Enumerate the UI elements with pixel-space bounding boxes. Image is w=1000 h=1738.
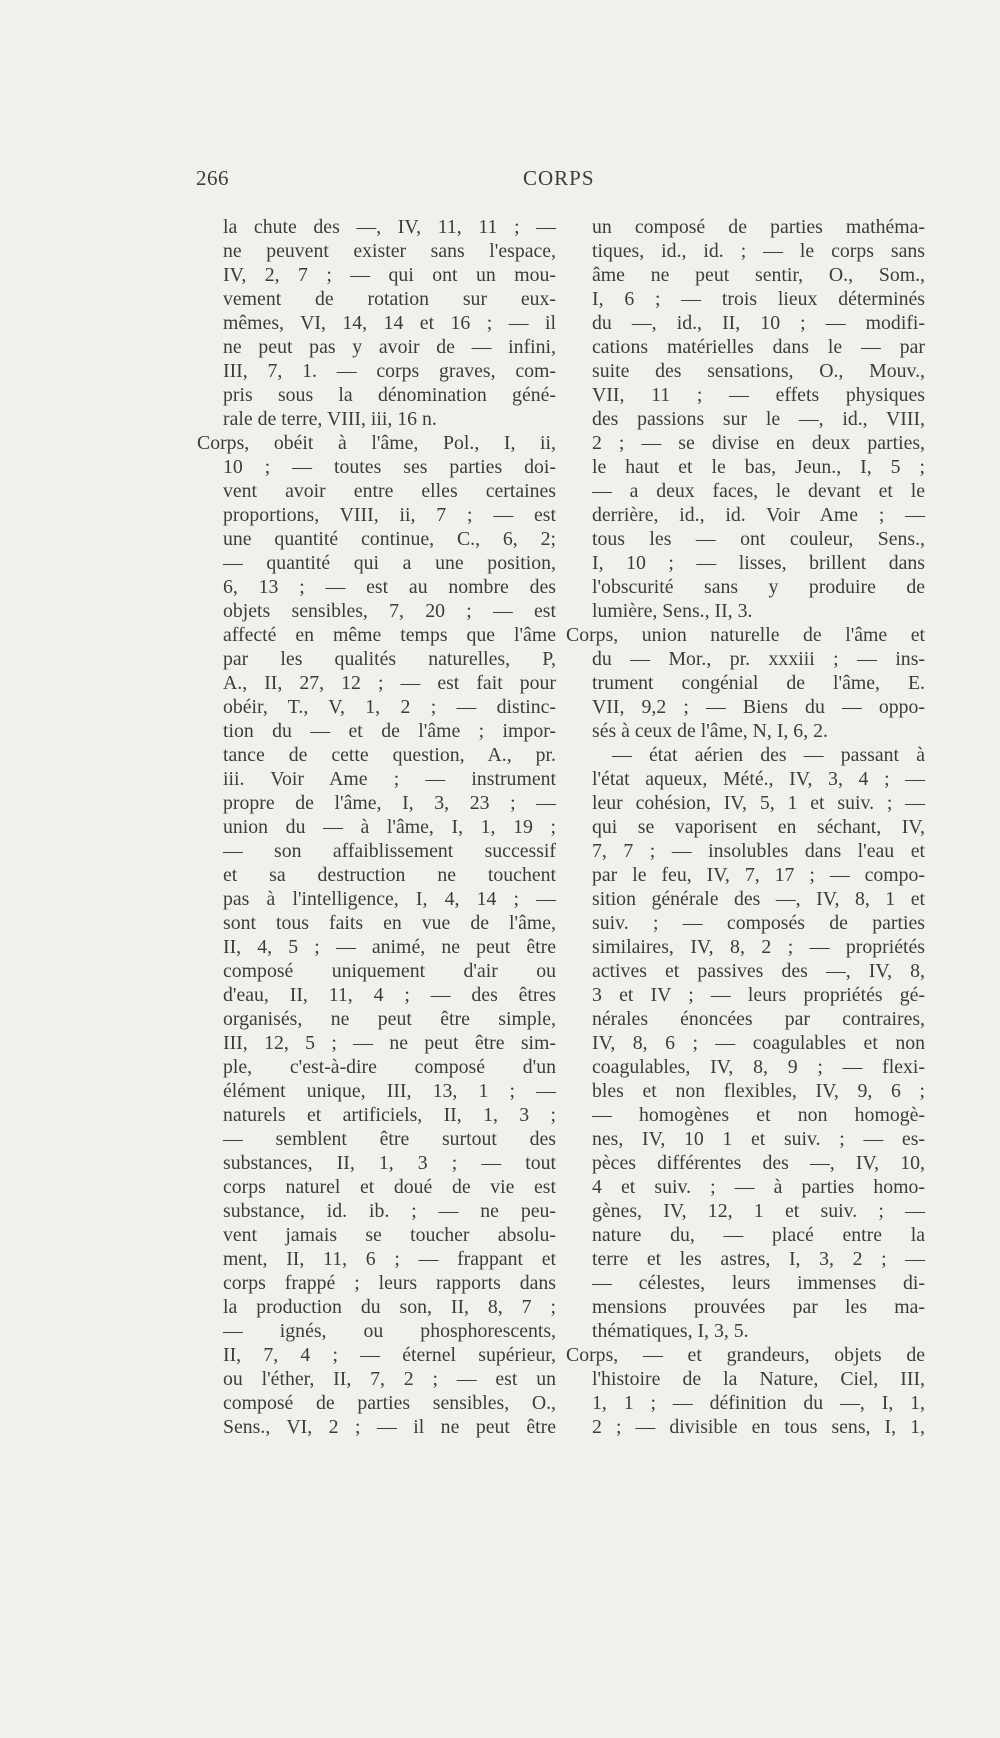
text-line: — célestes, leurs immenses di- bbox=[592, 1272, 925, 1294]
text-line: proportions, VIII, ii, 7 ; — est bbox=[223, 504, 556, 526]
text-line: trument congénial de l'âme, E. bbox=[592, 672, 925, 694]
text-line: un composé de parties mathéma- bbox=[592, 216, 925, 238]
text-line: sition générale des —, IV, 8, 1 et bbox=[592, 888, 925, 910]
text-line: cations matérielles dans le — par bbox=[592, 336, 925, 358]
text-line: rale de terre, VIII, iii, 16 n. bbox=[223, 408, 437, 430]
text-line: pris sous la dénomination géné- bbox=[223, 384, 556, 406]
text-line: la chute des —, IV, 11, 11 ; — bbox=[223, 216, 556, 238]
text-line: une quantité continue, C., 6, 2; bbox=[223, 528, 556, 550]
text-line: nérales énoncées par contraires, bbox=[592, 1008, 925, 1030]
text-line: 7, 7 ; — insolubles dans l'eau et bbox=[592, 840, 925, 862]
text-line: ne peuvent exister sans l'espace, bbox=[223, 240, 556, 262]
text-line: A., II, 27, 12 ; — est fait pour bbox=[223, 672, 556, 694]
text-line: et sa destruction ne touchent bbox=[223, 864, 556, 886]
text-line: VII, 9,2 ; — Biens du — oppo- bbox=[592, 696, 925, 718]
text-line: bles et non flexibles, IV, 9, 6 ; bbox=[592, 1080, 925, 1102]
text-line: corps naturel et doué de vie est bbox=[223, 1176, 556, 1198]
text-line: vement de rotation sur eux- bbox=[223, 288, 556, 310]
text-line: II, 7, 4 ; — éternel supérieur, bbox=[223, 1344, 556, 1366]
text-line: — son affaiblissement successif bbox=[223, 840, 556, 862]
text-line: IV, 2, 7 ; — qui ont un mou- bbox=[223, 264, 556, 286]
text-line: VII, 11 ; — effets physiques bbox=[592, 384, 925, 406]
text-line: mensions prouvées par les ma- bbox=[592, 1296, 925, 1318]
text-line: coagulables, IV, 8, 9 ; — flexi- bbox=[592, 1056, 925, 1078]
text-line: I, 6 ; — trois lieux déterminés bbox=[592, 288, 925, 310]
text-line: ou l'éther, II, 7, 2 ; — est un bbox=[223, 1368, 556, 1390]
text-line: âme ne peut sentir, O., Som., bbox=[592, 264, 925, 286]
text-line: 2 ; — divisible en tous sens, I, 1, bbox=[592, 1416, 925, 1438]
text-line: l'histoire de la Nature, Ciel, III, bbox=[592, 1368, 925, 1390]
text-line: suiv. ; — composés de parties bbox=[592, 912, 925, 934]
text-line: IV, 8, 6 ; — coagulables et non bbox=[592, 1032, 925, 1054]
text-line: composé uniquement d'air ou bbox=[223, 960, 556, 982]
text-line: élément unique, III, 13, 1 ; — bbox=[223, 1080, 556, 1102]
text-line: Sens., VI, 2 ; — il ne peut être bbox=[223, 1416, 556, 1438]
text-line: 4 et suiv. ; — à parties homo- bbox=[592, 1176, 925, 1198]
text-line: qui se vaporisent en séchant, IV, bbox=[592, 816, 925, 838]
text-line: — ignés, ou phosphorescents, bbox=[223, 1320, 556, 1342]
text-line: naturels et artificiels, II, 1, 3 ; bbox=[223, 1104, 556, 1126]
text-line: 1, 1 ; — définition du —, I, 1, bbox=[592, 1392, 925, 1414]
text-line: — homogènes et non homogè- bbox=[592, 1104, 925, 1126]
text-line: pèces différentes des —, IV, 10, bbox=[592, 1152, 925, 1174]
text-line: gènes, IV, 12, 1 et suiv. ; — bbox=[592, 1200, 925, 1222]
text-line: — semblent être surtout des bbox=[223, 1128, 556, 1150]
text-line: le haut et le bas, Jeun., I, 5 ; bbox=[592, 456, 925, 478]
text-line: nes, IV, 10 1 et suiv. ; — es- bbox=[592, 1128, 925, 1150]
text-line: thématiques, I, 3, 5. bbox=[592, 1320, 749, 1342]
text-line: composé de parties sensibles, O., bbox=[223, 1392, 556, 1414]
text-line: sont tous faits en vue de l'âme, bbox=[223, 912, 556, 934]
text-line: organisés, ne peut être simple, bbox=[223, 1008, 556, 1030]
text-line: d'eau, II, 11, 4 ; — des êtres bbox=[223, 984, 556, 1006]
text-line: iii. Voir Ame ; — instrument bbox=[223, 768, 556, 790]
text-line: — état aérien des — passant à bbox=[612, 744, 925, 766]
text-line: 6, 13 ; — est au nombre des bbox=[223, 576, 556, 598]
text-line: leur cohésion, IV, 5, 1 et suiv. ; — bbox=[592, 792, 925, 814]
text-line: I, 10 ; — lisses, brillent dans bbox=[592, 552, 925, 574]
text-line: du — Mor., pr. xxxiii ; — ins- bbox=[592, 648, 925, 670]
text-line: la production du son, II, 8, 7 ; bbox=[223, 1296, 556, 1318]
text-line: ple, c'est-à-dire composé d'un bbox=[223, 1056, 556, 1078]
text-line: tion du — et de l'âme ; impor- bbox=[223, 720, 556, 742]
text-line: similaires, IV, 8, 2 ; — propriétés bbox=[592, 936, 925, 958]
index-column-left bbox=[197, 215, 556, 1439]
text-line: tous les — ont couleur, Sens., bbox=[592, 528, 925, 550]
text-line: derrière, id., id. Voir Ame ; — bbox=[592, 504, 925, 526]
entry-heading-line: Corps, union naturelle de l'âme et bbox=[566, 624, 925, 646]
text-line: sés à ceux de l'âme, N, I, 6, 2. bbox=[592, 720, 828, 742]
text-line: mêmes, VI, 14, 14 et 16 ; — il bbox=[223, 312, 556, 334]
text-line: nature du, — placé entre la bbox=[592, 1224, 925, 1246]
text-line: pas à l'intelligence, I, 4, 14 ; — bbox=[223, 888, 556, 910]
text-line: des passions sur le —, id., VIII, bbox=[592, 408, 925, 430]
text-line: par le feu, IV, 7, 17 ; — compo- bbox=[592, 864, 925, 886]
entry-heading-line: Corps, — et grandeurs, objets de bbox=[566, 1344, 925, 1366]
text-line: III, 7, 1. — corps graves, com- bbox=[223, 360, 556, 382]
text-line: 10 ; — toutes ses parties doi- bbox=[223, 456, 556, 478]
text-line: par les qualités naturelles, P, bbox=[223, 648, 556, 670]
entry-heading-line: Corps, obéit à l'âme, Pol., I, ii, bbox=[197, 432, 556, 454]
text-line: tiques, id., id. ; — le corps sans bbox=[592, 240, 925, 262]
text-line: l'état aqueux, Mété., IV, 3, 4 ; — bbox=[592, 768, 925, 790]
text-line: vent jamais se toucher absolu- bbox=[223, 1224, 556, 1246]
text-line: suite des sensations, O., Mouv., bbox=[592, 360, 925, 382]
text-line: affecté en même temps que l'âme bbox=[223, 624, 556, 646]
text-line: propre de l'âme, I, 3, 23 ; — bbox=[223, 792, 556, 814]
text-line: 3 et IV ; — leurs propriétés gé- bbox=[592, 984, 925, 1006]
text-line: actives et passives des —, IV, 8, bbox=[592, 960, 925, 982]
text-line: l'obscurité sans y produire de bbox=[592, 576, 925, 598]
text-line: objets sensibles, 7, 20 ; — est bbox=[223, 600, 556, 622]
text-line: 2 ; — se divise en deux parties, bbox=[592, 432, 925, 454]
text-line: substances, II, 1, 3 ; — tout bbox=[223, 1152, 556, 1174]
text-line: du —, id., II, 10 ; — modifi- bbox=[592, 312, 925, 334]
text-line: II, 4, 5 ; — animé, ne peut être bbox=[223, 936, 556, 958]
text-line: lumière, Sens., II, 3. bbox=[592, 600, 753, 622]
text-line: — a deux faces, le devant et le bbox=[592, 480, 925, 502]
text-line: — quantité qui a une position, bbox=[223, 552, 556, 574]
text-line: tance de cette question, A., pr. bbox=[223, 744, 556, 766]
text-line: ne peut pas y avoir de — infini, bbox=[223, 336, 556, 358]
text-line: III, 12, 5 ; — ne peut être sim- bbox=[223, 1032, 556, 1054]
page-number: 266 bbox=[196, 166, 229, 190]
text-line: obéir, T., V, 1, 2 ; — distinc- bbox=[223, 696, 556, 718]
running-head: CORPS bbox=[523, 166, 595, 190]
text-line: terre et les astres, I, 3, 2 ; — bbox=[592, 1248, 925, 1270]
index-column-right bbox=[566, 215, 925, 1439]
text-line: vent avoir entre elles certaines bbox=[223, 480, 556, 502]
text-line: corps frappé ; leurs rapports dans bbox=[223, 1272, 556, 1294]
text-line: ment, II, 11, 6 ; — frappant et bbox=[223, 1248, 556, 1270]
text-line: union du — à l'âme, I, 1, 19 ; bbox=[223, 816, 556, 838]
text-line: substance, id. ib. ; — ne peu- bbox=[223, 1200, 556, 1222]
